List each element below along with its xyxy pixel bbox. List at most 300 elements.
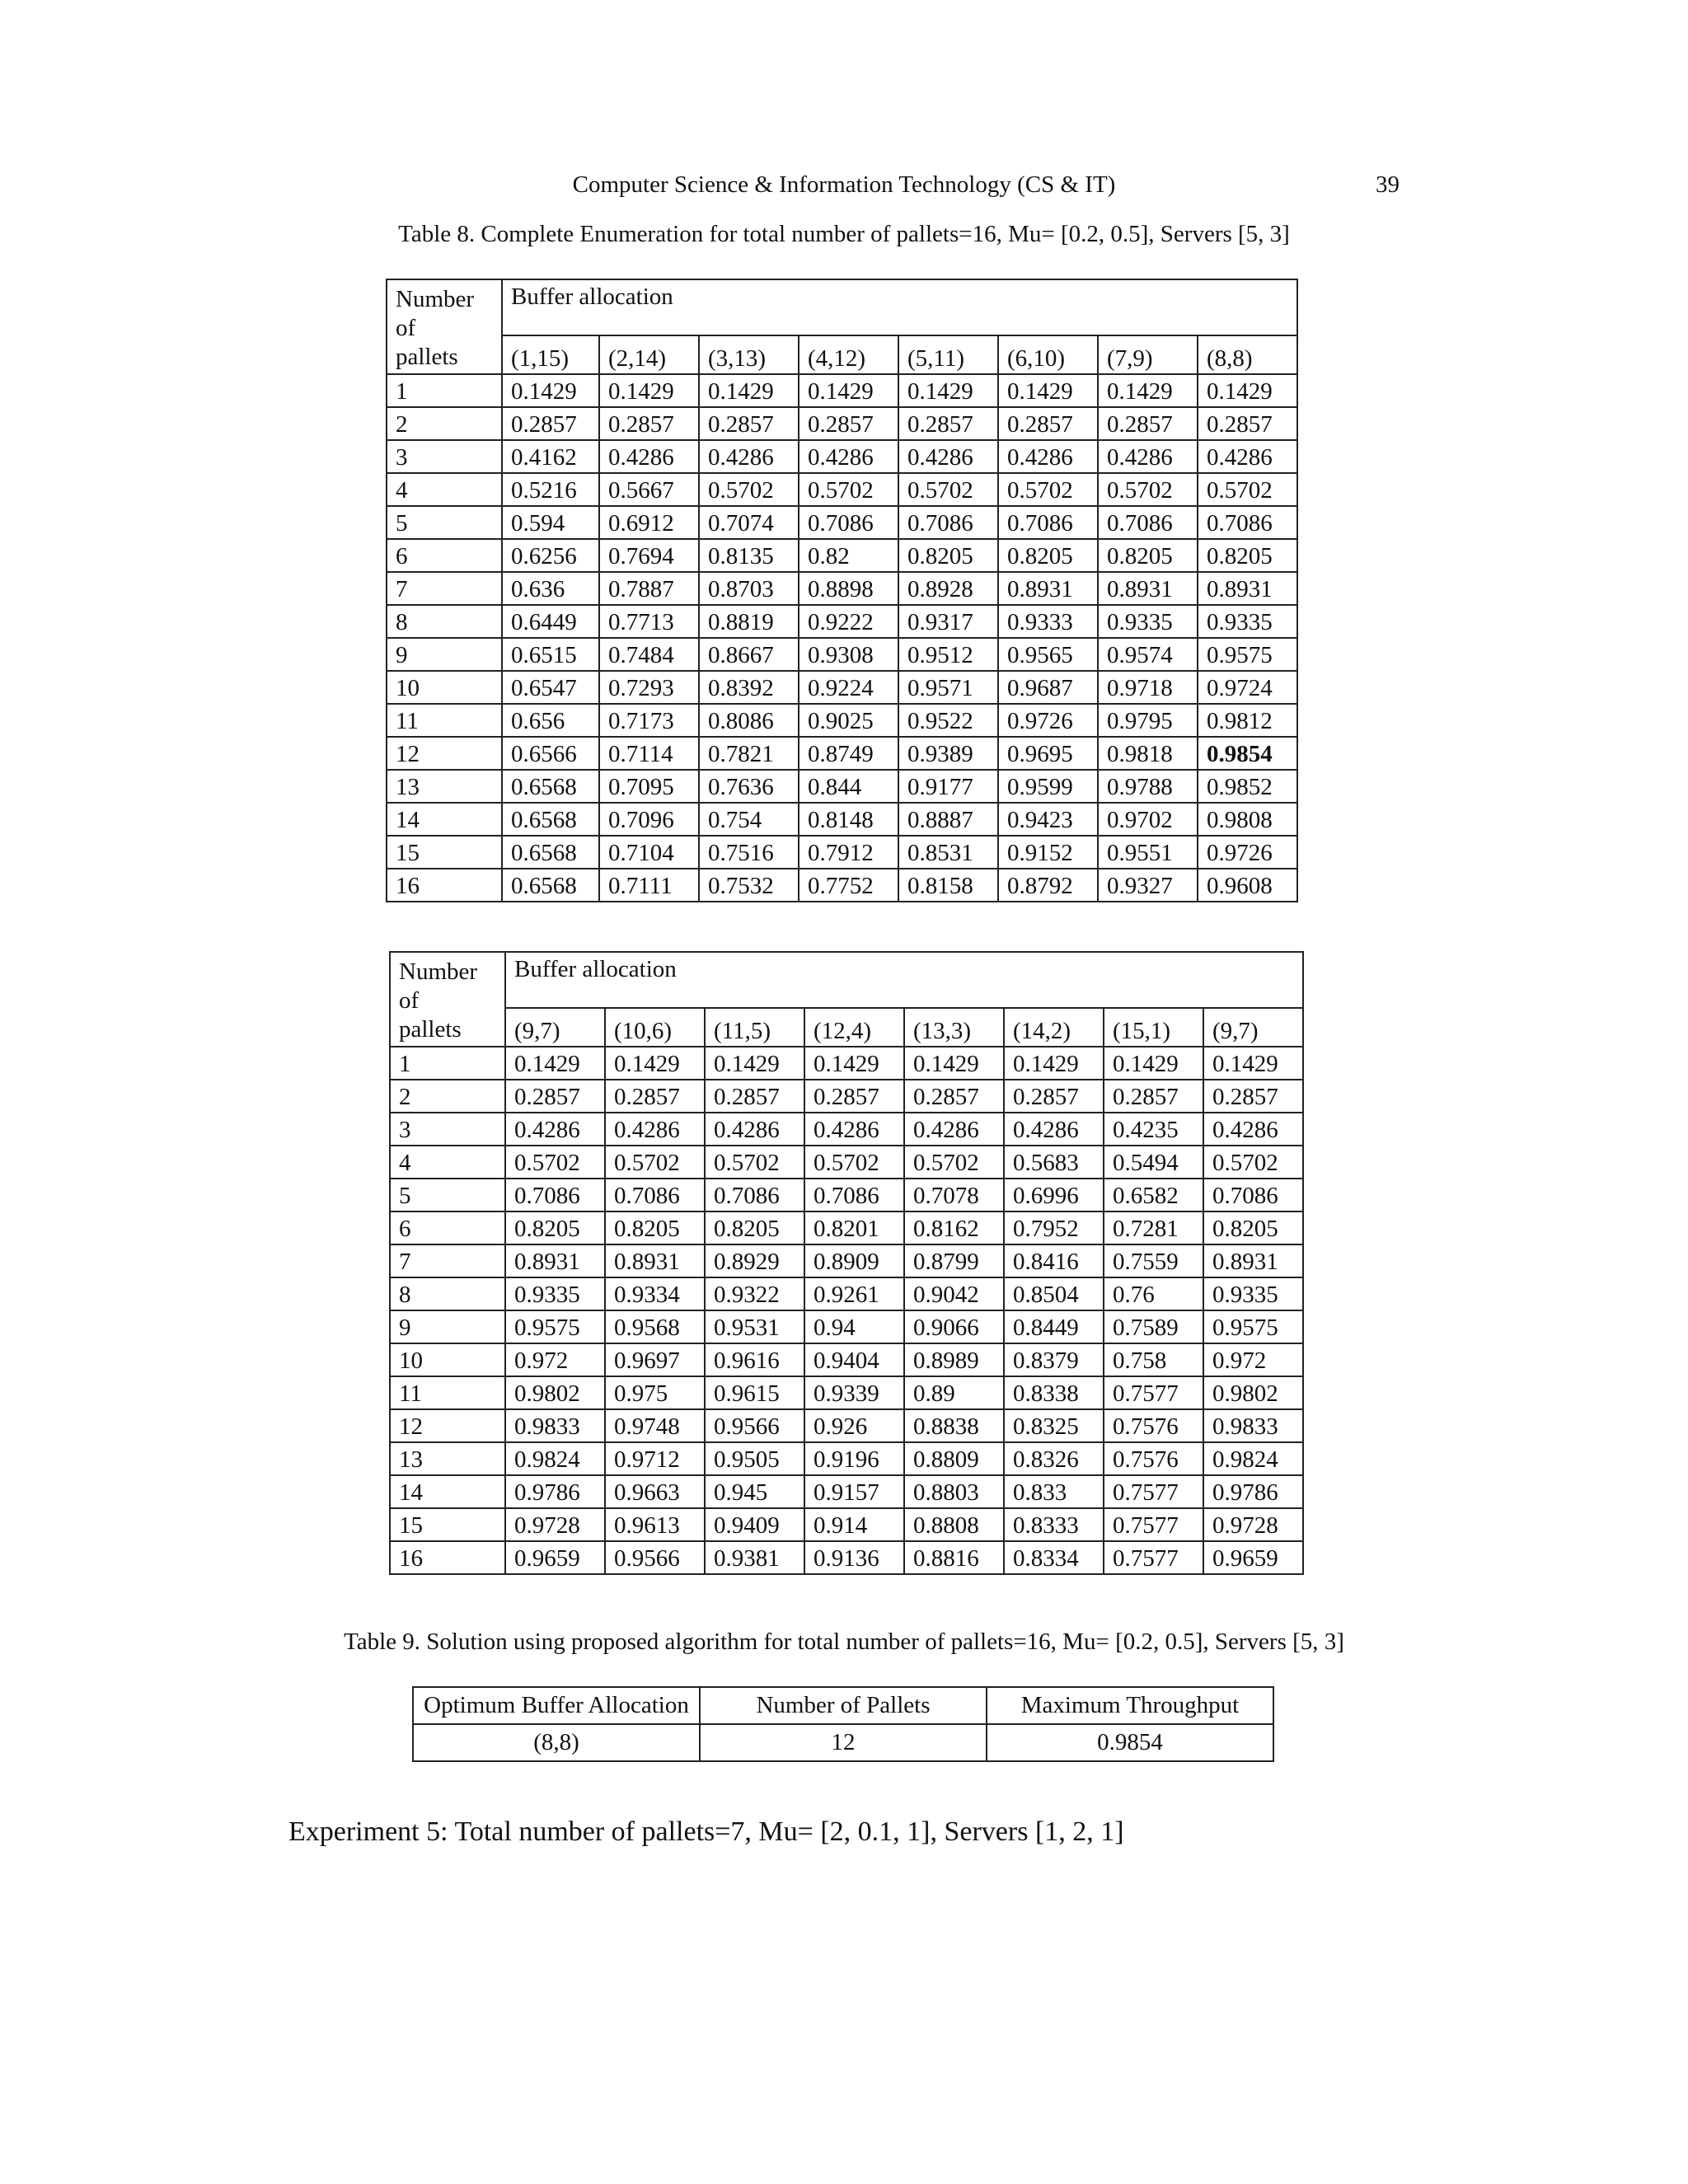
throughput-cell: 0.9833 <box>1203 1409 1303 1442</box>
throughput-cell: 0.8201 <box>804 1212 904 1244</box>
column-label: (2,14) <box>599 335 699 374</box>
throughput-cell: 0.1429 <box>605 1047 705 1080</box>
throughput-cell: 0.9177 <box>898 770 998 803</box>
throughput-cell: 0.2857 <box>998 407 1098 440</box>
throughput-cell: 0.6547 <box>502 671 599 704</box>
throughput-cell: 0.8148 <box>799 803 898 836</box>
header-word: Number <box>399 958 478 985</box>
throughput-cell: 0.9748 <box>605 1409 705 1442</box>
throughput-cell: 0.8504 <box>1004 1277 1104 1310</box>
column-label: (9,7) <box>505 1008 605 1047</box>
table-row <box>390 1508 1303 1541</box>
throughput-cell: 0.7559 <box>1104 1244 1203 1277</box>
throughput-cell: 0.5702 <box>804 1146 904 1179</box>
throughput-cell: 0.9659 <box>505 1541 605 1574</box>
column-label: (10,6) <box>605 1008 705 1047</box>
throughput-cell: 0.7821 <box>699 737 799 770</box>
throughput-cell: 0.7887 <box>599 572 699 605</box>
throughput-cell: 0.94 <box>804 1310 904 1343</box>
table9-header-cell: Optimum Buffer Allocation <box>413 1687 700 1724</box>
throughput-cell: 0.1429 <box>1104 1047 1203 1080</box>
throughput-cell: 0.9786 <box>1203 1475 1303 1508</box>
pallet-count-cell: 3 <box>390 1113 505 1146</box>
column-label: (3,13) <box>699 335 799 374</box>
throughput-cell: 0.9854 <box>1198 737 1297 770</box>
throughput-cell: 0.9599 <box>998 770 1098 803</box>
throughput-cell: 0.5702 <box>799 473 898 506</box>
pallet-count-cell: 1 <box>390 1047 505 1080</box>
column-label: (11,5) <box>705 1008 804 1047</box>
throughput-cell: 0.8931 <box>505 1244 605 1277</box>
pallet-count-cell: 6 <box>390 1212 505 1244</box>
throughput-cell: 0.9566 <box>705 1409 804 1442</box>
throughput-cell: 0.6568 <box>502 803 599 836</box>
throughput-cell: 0.82 <box>799 539 898 572</box>
throughput-cell: 0.6912 <box>599 506 699 539</box>
pallet-count-cell: 4 <box>387 473 502 506</box>
throughput-cell: 0.9574 <box>1098 638 1198 671</box>
table-row <box>387 473 1297 506</box>
throughput-cell: 0.2857 <box>699 407 799 440</box>
throughput-cell: 0.8162 <box>904 1212 1004 1244</box>
table9 <box>412 1686 1274 1762</box>
throughput-cell: 0.7173 <box>599 704 699 737</box>
pallet-count-cell: 8 <box>387 605 502 638</box>
throughput-cell: 0.2857 <box>502 407 599 440</box>
table-row <box>390 1541 1303 1574</box>
throughput-cell: 0.8898 <box>799 572 898 605</box>
pallet-count-cell: 9 <box>387 638 502 671</box>
throughput-cell: 0.9261 <box>804 1277 904 1310</box>
throughput-cell: 0.4162 <box>502 440 599 473</box>
throughput-cell: 0.8205 <box>505 1212 605 1244</box>
throughput-cell: 0.8816 <box>904 1541 1004 1574</box>
throughput-cell: 0.7086 <box>799 506 898 539</box>
throughput-cell: 0.1429 <box>1198 374 1297 407</box>
table-row <box>387 605 1297 638</box>
throughput-cell: 0.8158 <box>898 869 998 902</box>
throughput-cell: 0.2857 <box>505 1080 605 1113</box>
throughput-cell: 0.9571 <box>898 671 998 704</box>
column-label-row <box>387 335 1297 374</box>
throughput-cell: 0.758 <box>1104 1343 1203 1376</box>
throughput-cell: 0.8205 <box>1203 1212 1303 1244</box>
throughput-cell: 0.4286 <box>699 440 799 473</box>
table-row <box>390 1277 1303 1310</box>
throughput-cell: 0.1429 <box>799 374 898 407</box>
throughput-cell: 0.7516 <box>699 836 799 869</box>
throughput-cell: 0.594 <box>502 506 599 539</box>
table-row <box>387 803 1297 836</box>
table-row <box>390 1343 1303 1376</box>
throughput-cell: 0.7576 <box>1104 1409 1203 1442</box>
throughput-cell: 0.7484 <box>599 638 699 671</box>
throughput-cell: 0.4286 <box>799 440 898 473</box>
throughput-cell: 0.4286 <box>804 1113 904 1146</box>
throughput-cell: 0.9786 <box>505 1475 605 1508</box>
throughput-cell: 0.9613 <box>605 1508 705 1541</box>
column-label: (5,11) <box>898 335 998 374</box>
throughput-cell: 0.6568 <box>502 836 599 869</box>
throughput-cell: 0.9718 <box>1098 671 1198 704</box>
throughput-cell: 0.6256 <box>502 539 599 572</box>
throughput-cell: 0.9818 <box>1098 737 1198 770</box>
throughput-cell: 0.7095 <box>599 770 699 803</box>
throughput-cell: 0.7111 <box>599 869 699 902</box>
throughput-cell: 0.8205 <box>998 539 1098 572</box>
throughput-cell: 0.5494 <box>1104 1146 1203 1179</box>
throughput-cell: 0.7086 <box>505 1179 605 1212</box>
throughput-cell: 0.972 <box>1203 1343 1303 1376</box>
pallet-count-cell: 15 <box>390 1508 505 1541</box>
table-row <box>387 506 1297 539</box>
throughput-cell: 0.7532 <box>699 869 799 902</box>
throughput-cell: 0.1429 <box>904 1047 1004 1080</box>
throughput-cell: 0.7114 <box>599 737 699 770</box>
throughput-cell: 0.5702 <box>1203 1146 1303 1179</box>
throughput-cell: 0.8931 <box>1098 572 1198 605</box>
throughput-cell: 0.9565 <box>998 638 1098 671</box>
throughput-cell: 0.8135 <box>699 539 799 572</box>
table-row <box>390 1409 1303 1442</box>
column-label: (13,3) <box>904 1008 1004 1047</box>
pallet-count-cell: 9 <box>390 1310 505 1343</box>
throughput-cell: 0.9568 <box>605 1310 705 1343</box>
throughput-cell: 0.9025 <box>799 704 898 737</box>
throughput-cell: 0.9551 <box>1098 836 1198 869</box>
pallet-count-cell: 1 <box>387 374 502 407</box>
throughput-cell: 0.8392 <box>699 671 799 704</box>
table-row <box>387 869 1297 902</box>
throughput-cell: 0.914 <box>804 1508 904 1541</box>
throughput-cell: 0.9505 <box>705 1442 804 1475</box>
throughput-cell: 0.8205 <box>1098 539 1198 572</box>
throughput-cell: 0.8325 <box>1004 1409 1104 1442</box>
throughput-cell: 0.1429 <box>705 1047 804 1080</box>
throughput-cell: 0.2857 <box>1098 407 1198 440</box>
throughput-cell: 0.8703 <box>699 572 799 605</box>
throughput-cell: 0.9389 <box>898 737 998 770</box>
throughput-cell: 0.9196 <box>804 1442 904 1475</box>
table-row <box>387 737 1297 770</box>
pallet-count-cell: 5 <box>390 1179 505 1212</box>
throughput-cell: 0.8338 <box>1004 1376 1104 1409</box>
buffer-allocation-header: Buffer allocation <box>502 279 1297 335</box>
throughput-cell: 0.8749 <box>799 737 898 770</box>
throughput-cell: 0.9575 <box>1203 1310 1303 1343</box>
throughput-cell: 0.4286 <box>998 440 1098 473</box>
throughput-cell: 0.4235 <box>1104 1113 1203 1146</box>
throughput-cell: 0.7694 <box>599 539 699 572</box>
column-label: (8,8) <box>1198 335 1297 374</box>
pallet-count-cell: 14 <box>390 1475 505 1508</box>
running-title: Computer Science & Information Technology (CS & IT) <box>572 171 1116 198</box>
throughput-cell: 0.9327 <box>1098 869 1198 902</box>
pallet-count-cell: 3 <box>387 440 502 473</box>
throughput-cell: 0.9335 <box>1098 605 1198 638</box>
pallet-count-cell: 11 <box>387 704 502 737</box>
table-row <box>390 1475 1303 1508</box>
number-of-pallets-header <box>390 952 505 1047</box>
throughput-cell: 0.1429 <box>1203 1047 1303 1080</box>
throughput-cell: 0.8989 <box>904 1343 1004 1376</box>
column-label: (9,7) <box>1203 1008 1303 1047</box>
throughput-cell: 0.9663 <box>605 1475 705 1508</box>
table9-header-cell: Number of Pallets <box>700 1687 987 1724</box>
pallet-count-cell: 10 <box>387 671 502 704</box>
throughput-cell: 0.8416 <box>1004 1244 1104 1277</box>
throughput-cell: 0.9152 <box>998 836 1098 869</box>
throughput-cell: 0.8334 <box>1004 1541 1104 1574</box>
pallet-count-cell: 7 <box>387 572 502 605</box>
throughput-cell: 0.7636 <box>699 770 799 803</box>
throughput-cell: 0.9157 <box>804 1475 904 1508</box>
throughput-cell: 0.9702 <box>1098 803 1198 836</box>
throughput-cell: 0.9795 <box>1098 704 1198 737</box>
throughput-cell: 0.8792 <box>998 869 1098 902</box>
pallet-count-cell: 13 <box>390 1442 505 1475</box>
throughput-cell: 0.6568 <box>502 869 599 902</box>
table-row <box>390 1146 1303 1179</box>
column-label: (12,4) <box>804 1008 904 1047</box>
throughput-cell: 0.7086 <box>1098 506 1198 539</box>
throughput-cell: 0.5683 <box>1004 1146 1104 1179</box>
table-row <box>390 1244 1303 1277</box>
throughput-cell: 0.2857 <box>904 1080 1004 1113</box>
table-row <box>387 407 1297 440</box>
table-row <box>390 1080 1303 1113</box>
throughput-cell: 0.89 <box>904 1376 1004 1409</box>
throughput-cell: 0.8333 <box>1004 1508 1104 1541</box>
throughput-cell: 0.8931 <box>1198 572 1297 605</box>
throughput-cell: 0.9802 <box>1203 1376 1303 1409</box>
throughput-cell: 0.9726 <box>998 704 1098 737</box>
throughput-cell: 0.9409 <box>705 1508 804 1541</box>
table-row <box>387 572 1297 605</box>
throughput-cell: 0.8449 <box>1004 1310 1104 1343</box>
throughput-cell: 0.7752 <box>799 869 898 902</box>
throughput-cell: 0.4286 <box>1198 440 1297 473</box>
throughput-cell: 0.1429 <box>505 1047 605 1080</box>
throughput-cell: 0.2857 <box>1198 407 1297 440</box>
table9-container <box>412 1686 1274 1762</box>
throughput-cell: 0.9423 <box>998 803 1098 836</box>
throughput-cell: 0.8928 <box>898 572 998 605</box>
throughput-cell: 0.9728 <box>1203 1508 1303 1541</box>
column-label: (14,2) <box>1004 1008 1104 1047</box>
throughput-cell: 0.844 <box>799 770 898 803</box>
throughput-cell: 0.9512 <box>898 638 998 671</box>
throughput-cell: 0.4286 <box>1098 440 1198 473</box>
column-label: (4,12) <box>799 335 898 374</box>
throughput-cell: 0.9404 <box>804 1343 904 1376</box>
throughput-cell: 0.926 <box>804 1409 904 1442</box>
pallet-count-cell: 2 <box>390 1080 505 1113</box>
throughput-cell: 0.2857 <box>705 1080 804 1113</box>
throughput-cell: 0.8799 <box>904 1244 1004 1277</box>
throughput-cell: 0.8819 <box>699 605 799 638</box>
table8-part1-container <box>386 279 1298 902</box>
throughput-cell: 0.8929 <box>705 1244 804 1277</box>
throughput-cell: 0.2857 <box>1004 1080 1104 1113</box>
throughput-cell: 0.5702 <box>1198 473 1297 506</box>
table-row <box>390 1047 1303 1080</box>
table9-caption: Table 9. Solution using proposed algorithm for total number of pallets=16, Mu= [0.2, 0.5], Servers [5, 3] <box>344 1629 1344 1655</box>
throughput-cell: 0.7577 <box>1104 1376 1203 1409</box>
throughput-cell: 0.9339 <box>804 1376 904 1409</box>
table8-part1 <box>386 279 1298 902</box>
throughput-cell: 0.2857 <box>804 1080 904 1113</box>
pallet-count-cell: 15 <box>387 836 502 869</box>
throughput-cell: 0.9308 <box>799 638 898 671</box>
table-row <box>390 1442 1303 1475</box>
throughput-cell: 0.7104 <box>599 836 699 869</box>
header-word: of <box>399 987 420 1014</box>
throughput-cell: 0.8931 <box>998 572 1098 605</box>
throughput-cell: 0.5702 <box>898 473 998 506</box>
header-row <box>387 279 1297 335</box>
table8-caption: Table 8. Complete Enumeration for total number of pallets=16, Mu= [0.2, 0.5], Servers [5, 3] <box>398 221 1290 247</box>
throughput-cell: 0.1429 <box>699 374 799 407</box>
table-row <box>387 539 1297 572</box>
throughput-cell: 0.7096 <box>599 803 699 836</box>
throughput-cell: 0.5702 <box>1098 473 1198 506</box>
throughput-cell: 0.9608 <box>1198 869 1297 902</box>
pallet-count-cell: 16 <box>390 1541 505 1574</box>
number-of-pallets-header <box>387 279 502 374</box>
pallet-count-cell: 14 <box>387 803 502 836</box>
throughput-cell: 0.8909 <box>804 1244 904 1277</box>
experiment-heading: Experiment 5: Total number of pallets=7, Mu= [2, 0.1, 1], Servers [1, 2, 1] <box>288 1816 1124 1847</box>
throughput-cell: 0.1429 <box>599 374 699 407</box>
throughput-cell: 0.6449 <box>502 605 599 638</box>
throughput-cell: 0.975 <box>605 1376 705 1409</box>
throughput-cell: 0.8803 <box>904 1475 1004 1508</box>
throughput-cell: 0.9066 <box>904 1310 1004 1343</box>
table-row <box>387 638 1297 671</box>
throughput-cell: 0.2857 <box>599 407 699 440</box>
throughput-cell: 0.7086 <box>705 1179 804 1212</box>
throughput-cell: 0.9317 <box>898 605 998 638</box>
table9-header-cell: Maximum Throughput <box>987 1687 1273 1724</box>
throughput-cell: 0.9522 <box>898 704 998 737</box>
throughput-cell: 0.9726 <box>1198 836 1297 869</box>
table-row <box>387 836 1297 869</box>
throughput-cell: 0.5702 <box>705 1146 804 1179</box>
throughput-cell: 0.8379 <box>1004 1343 1104 1376</box>
throughput-cell: 0.7086 <box>1203 1179 1303 1212</box>
throughput-cell: 0.9616 <box>705 1343 804 1376</box>
throughput-cell: 0.9381 <box>705 1541 804 1574</box>
throughput-cell: 0.9335 <box>1203 1277 1303 1310</box>
throughput-cell: 0.9615 <box>705 1376 804 1409</box>
throughput-cell: 0.5702 <box>904 1146 1004 1179</box>
throughput-cell: 0.7086 <box>898 506 998 539</box>
table-row <box>390 1310 1303 1343</box>
throughput-cell: 0.9728 <box>505 1508 605 1541</box>
throughput-cell: 0.4286 <box>505 1113 605 1146</box>
pallet-count-cell: 13 <box>387 770 502 803</box>
throughput-cell: 0.9136 <box>804 1541 904 1574</box>
table-row <box>387 770 1297 803</box>
throughput-cell: 0.7281 <box>1104 1212 1203 1244</box>
throughput-cell: 0.4286 <box>605 1113 705 1146</box>
throughput-cell: 0.754 <box>699 803 799 836</box>
column-label: (1,15) <box>502 335 599 374</box>
throughput-cell: 0.8838 <box>904 1409 1004 1442</box>
throughput-cell: 0.1429 <box>1098 374 1198 407</box>
pallet-count-cell: 8 <box>390 1277 505 1310</box>
throughput-cell: 0.8205 <box>898 539 998 572</box>
pallet-count-cell: 6 <box>387 539 502 572</box>
throughput-cell: 0.8808 <box>904 1508 1004 1541</box>
table-row <box>390 1179 1303 1212</box>
throughput-cell: 0.4286 <box>904 1113 1004 1146</box>
throughput-cell: 0.7293 <box>599 671 699 704</box>
throughput-cell: 0.9824 <box>505 1442 605 1475</box>
table-row <box>387 374 1297 407</box>
table-row <box>387 671 1297 704</box>
throughput-cell: 0.5702 <box>505 1146 605 1179</box>
throughput-cell: 0.8205 <box>705 1212 804 1244</box>
throughput-cell: 0.9333 <box>998 605 1098 638</box>
throughput-cell: 0.7912 <box>799 836 898 869</box>
throughput-cell: 0.6568 <box>502 770 599 803</box>
throughput-cell: 0.2857 <box>898 407 998 440</box>
buffer-allocation-header: Buffer allocation <box>505 952 1303 1008</box>
throughput-cell: 0.7577 <box>1104 1508 1203 1541</box>
header-word: pallets <box>396 343 458 370</box>
throughput-cell: 0.8205 <box>605 1212 705 1244</box>
throughput-cell: 0.2857 <box>605 1080 705 1113</box>
throughput-cell: 0.8326 <box>1004 1442 1104 1475</box>
throughput-cell: 0.9566 <box>605 1541 705 1574</box>
throughput-cell: 0.9833 <box>505 1409 605 1442</box>
throughput-cell: 0.7086 <box>1198 506 1297 539</box>
throughput-cell: 0.1429 <box>502 374 599 407</box>
throughput-cell: 0.636 <box>502 572 599 605</box>
header-row <box>390 952 1303 1008</box>
throughput-cell: 0.9224 <box>799 671 898 704</box>
column-label: (6,10) <box>998 335 1098 374</box>
throughput-cell: 0.5667 <box>599 473 699 506</box>
throughput-cell: 0.8931 <box>605 1244 705 1277</box>
throughput-cell: 0.6566 <box>502 737 599 770</box>
throughput-cell: 0.8809 <box>904 1442 1004 1475</box>
throughput-cell: 0.9335 <box>505 1277 605 1310</box>
pallet-count-cell: 5 <box>387 506 502 539</box>
throughput-cell: 0.7952 <box>1004 1212 1104 1244</box>
table9-cell: (8,8) <box>413 1724 700 1761</box>
pallet-count-cell: 7 <box>390 1244 505 1277</box>
throughput-cell: 0.7086 <box>804 1179 904 1212</box>
table9-data-row <box>413 1724 1273 1761</box>
throughput-cell: 0.9222 <box>799 605 898 638</box>
throughput-cell: 0.6515 <box>502 638 599 671</box>
throughput-cell: 0.4286 <box>1004 1113 1104 1146</box>
pallet-count-cell: 11 <box>390 1376 505 1409</box>
throughput-cell: 0.9575 <box>1198 638 1297 671</box>
throughput-cell: 0.7086 <box>998 506 1098 539</box>
throughput-cell: 0.972 <box>505 1343 605 1376</box>
header-word: pallets <box>399 1015 462 1043</box>
page-number: 39 <box>1376 171 1400 198</box>
throughput-cell: 0.8205 <box>1198 539 1297 572</box>
throughput-cell: 0.9824 <box>1203 1442 1303 1475</box>
throughput-cell: 0.7078 <box>904 1179 1004 1212</box>
throughput-cell: 0.1429 <box>1004 1047 1104 1080</box>
throughput-cell: 0.1429 <box>898 374 998 407</box>
